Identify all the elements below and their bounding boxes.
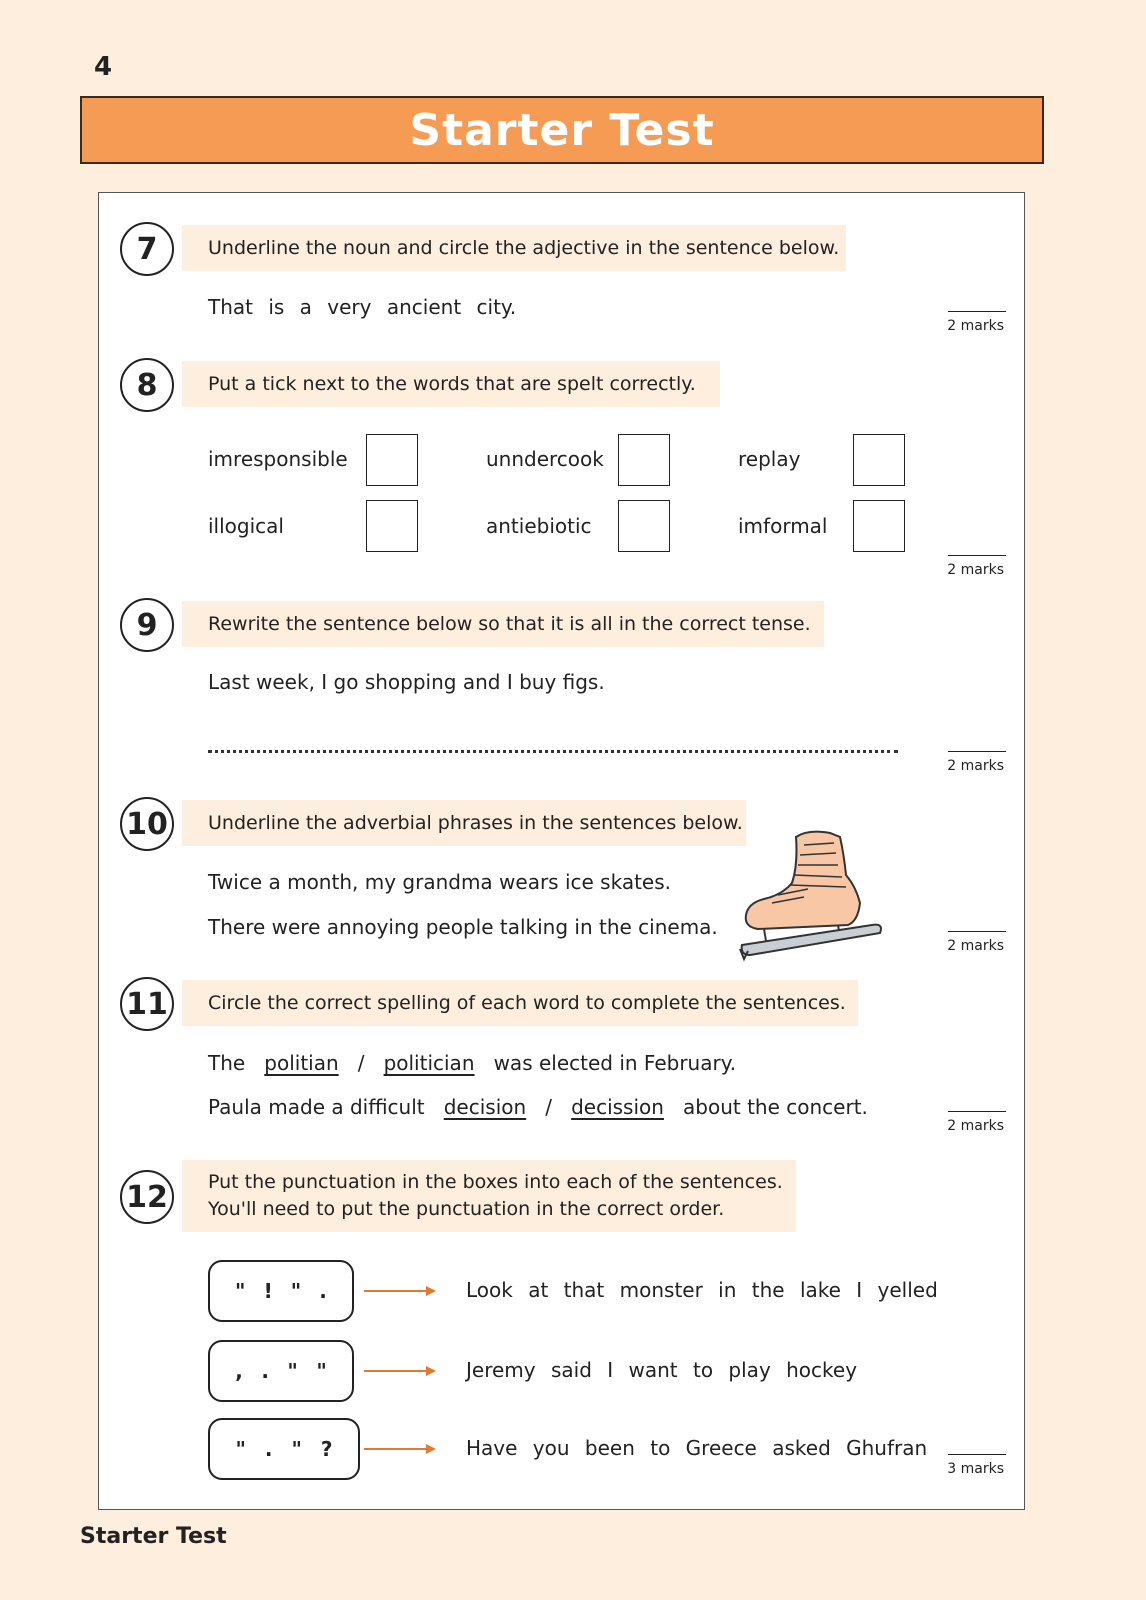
word-option: imformal bbox=[738, 514, 828, 538]
spelling-option[interactable]: politian bbox=[264, 1051, 339, 1075]
page-number: 4 bbox=[94, 52, 113, 82]
question-9-marks: 2 marks bbox=[947, 758, 1004, 774]
punctuation-box bbox=[208, 1260, 354, 1322]
question-11-number: 11 bbox=[120, 977, 174, 1031]
arrow-right-icon bbox=[364, 1284, 436, 1298]
option-separator: / bbox=[357, 1051, 365, 1075]
question-10-sentence: Twice a month, my grandma wears ice skates. bbox=[208, 870, 671, 894]
question-7-prompt: Underline the noun and circle the adjective in the sentence below. bbox=[182, 225, 846, 271]
tick-box[interactable] bbox=[853, 500, 905, 552]
tick-box[interactable] bbox=[366, 500, 418, 552]
word-option: illogical bbox=[208, 514, 284, 538]
tick-box[interactable] bbox=[618, 500, 670, 552]
footer-label: Starter Test bbox=[80, 1524, 227, 1549]
page-title: Starter Test bbox=[409, 104, 715, 156]
question-11-line-1 bbox=[208, 1051, 736, 1075]
punctuation-mark: " bbox=[290, 1279, 302, 1303]
ice-skate-icon bbox=[738, 825, 898, 965]
question-10-number: 10 bbox=[120, 797, 174, 851]
question-10-prompt: Underline the adverbial phrases in the sentences below. bbox=[182, 800, 746, 846]
sentence-end: about the concert. bbox=[683, 1095, 868, 1119]
punctuation-mark: " bbox=[235, 1437, 246, 1461]
tick-box[interactable] bbox=[618, 434, 670, 486]
punctuation-mark: " bbox=[291, 1437, 302, 1461]
question-9-sentence: Last week, I go shopping and I buy figs. bbox=[208, 670, 605, 694]
spelling-option[interactable]: decision bbox=[443, 1095, 527, 1119]
question-8-prompt: Put a tick next to the words that are spelt correctly. bbox=[182, 361, 720, 407]
punctuation-box bbox=[208, 1340, 354, 1402]
punctuation-box bbox=[208, 1418, 360, 1480]
question-11-marks: 2 marks bbox=[947, 1118, 1004, 1134]
question-11-prompt: Circle the correct spelling of each word to complete the sentences. bbox=[182, 980, 858, 1026]
punctuation-sentence: Look at that monster in the lake I yelled bbox=[466, 1278, 938, 1302]
punctuation-mark: . bbox=[319, 1279, 327, 1303]
question-7-number: 7 bbox=[120, 222, 174, 276]
spelling-option[interactable]: decission bbox=[571, 1095, 664, 1119]
question-7-marks: 2 marks bbox=[947, 318, 1004, 334]
word-option: antiebiotic bbox=[486, 514, 592, 538]
question-7-sentence: That is a very ancient city. bbox=[208, 295, 517, 319]
marks-line bbox=[948, 1454, 1006, 1455]
question-12-number: 12 bbox=[120, 1170, 174, 1224]
punctuation-mark: ! bbox=[263, 1279, 273, 1303]
word-option: imresponsible bbox=[208, 447, 348, 471]
question-9-prompt: Rewrite the sentence below so that it is all in the correct tense. bbox=[182, 601, 824, 647]
marks-line bbox=[948, 311, 1006, 312]
prompt-line-2: You'll need to put the punctuation in the correct order. bbox=[208, 1198, 725, 1220]
punctuation-sentence: Have you been to Greece asked Ghufran bbox=[466, 1436, 928, 1460]
arrow-right-icon bbox=[364, 1364, 436, 1378]
prompt-line-1: Put the punctuation in the boxes into each of the sentences. bbox=[208, 1171, 783, 1193]
tick-box[interactable] bbox=[853, 434, 905, 486]
sentence-start: The bbox=[208, 1051, 246, 1075]
word-option: replay bbox=[738, 447, 801, 471]
question-11-line-2 bbox=[208, 1095, 868, 1119]
question-9-number: 9 bbox=[120, 598, 174, 652]
marks-line bbox=[948, 555, 1006, 556]
punctuation-mark: . bbox=[261, 1359, 269, 1383]
punctuation-mark: " bbox=[316, 1359, 327, 1383]
word-option: unndercook bbox=[486, 447, 604, 471]
spelling-option[interactable]: politician bbox=[383, 1051, 475, 1075]
question-10-marks: 2 marks bbox=[947, 938, 1004, 954]
punctuation-mark: " bbox=[287, 1359, 298, 1383]
sentence-start: Paula made a difficult bbox=[208, 1095, 425, 1119]
tick-box[interactable] bbox=[366, 434, 418, 486]
punctuation-mark: , bbox=[235, 1359, 243, 1383]
arrow-right-icon bbox=[364, 1442, 436, 1456]
answer-line[interactable] bbox=[208, 750, 898, 753]
question-8-marks: 2 marks bbox=[947, 562, 1004, 578]
marks-line bbox=[948, 1111, 1006, 1112]
punctuation-mark: ? bbox=[320, 1437, 333, 1461]
punctuation-mark: " bbox=[235, 1279, 246, 1303]
marks-line bbox=[948, 931, 1006, 932]
sentence-end: was elected in February. bbox=[493, 1051, 737, 1075]
title-banner bbox=[80, 96, 1044, 164]
question-12-marks: 3 marks bbox=[947, 1461, 1004, 1477]
question-10-sentence: There were annoying people talking in the cinema. bbox=[208, 915, 718, 939]
option-separator: / bbox=[545, 1095, 552, 1119]
punctuation-sentence: Jeremy said I want to play hockey bbox=[466, 1358, 858, 1382]
punctuation-mark: . bbox=[264, 1437, 273, 1461]
marks-line bbox=[948, 751, 1006, 752]
question-12-prompt bbox=[182, 1160, 796, 1232]
question-8-number: 8 bbox=[120, 358, 174, 412]
